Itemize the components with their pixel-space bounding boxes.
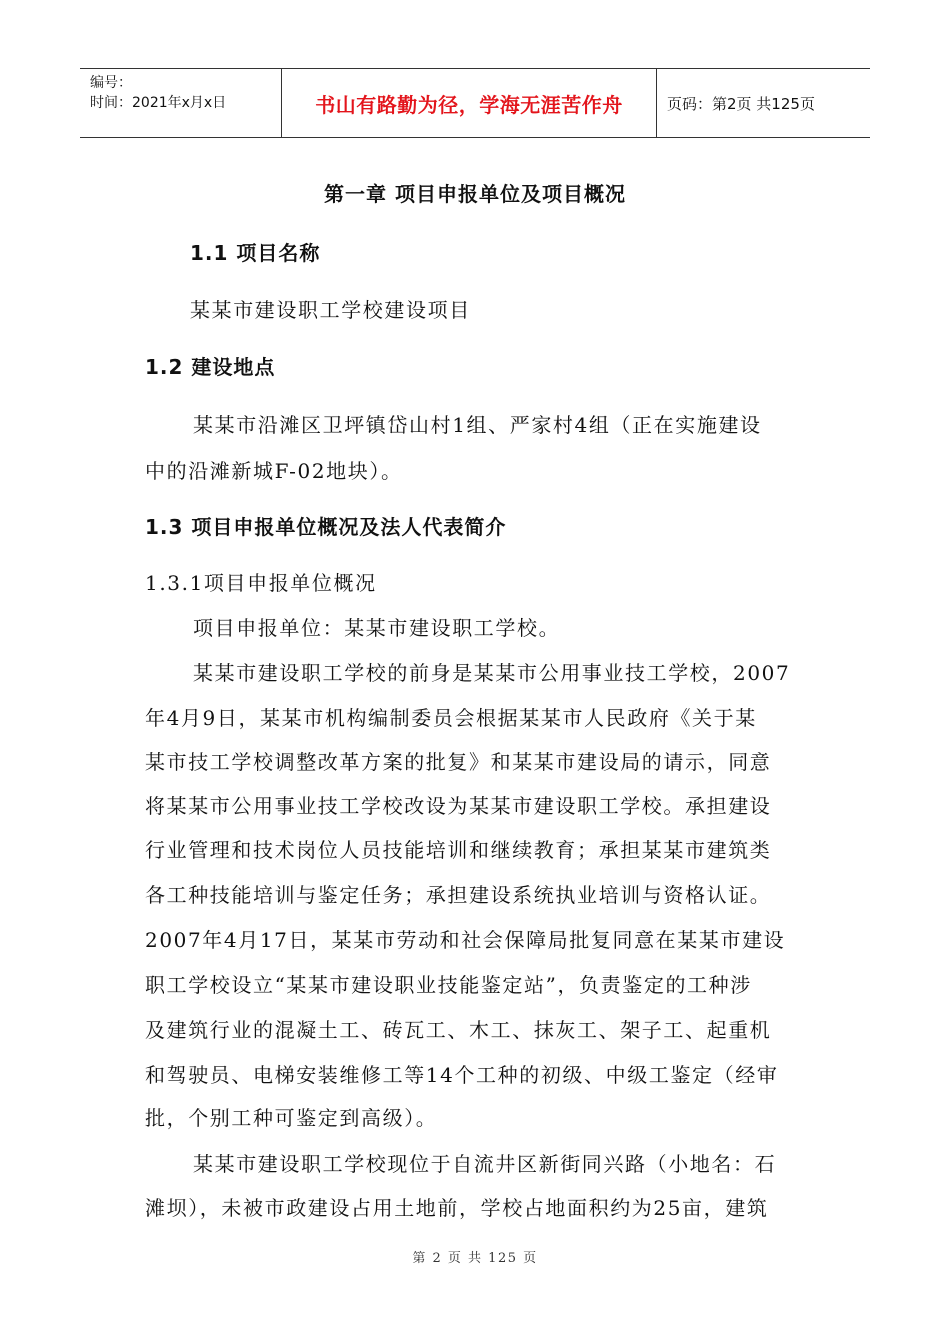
header-meta — [80, 69, 282, 137]
section-heading-1-1: 1.1 项目名称 — [190, 241, 321, 265]
location-text-line-2: 中的沿滩新城F-02地块）。 — [145, 459, 403, 483]
paragraph-line: 某市技工学校调整改革方案的批复》和某某市建设局的请示，同意 — [145, 750, 772, 774]
document-number-label: 编号： — [90, 75, 132, 91]
paragraph-line: 2007年4月17日，某某市劳动和社会保障局批复同意在某某市建设 — [145, 928, 786, 952]
paragraph-line: 行业管理和技术岗位人员技能培训和继续教育；承担某某市建筑类 — [145, 838, 772, 862]
paragraph-line: 职工学校设立“某某市建设职业技能鉴定站”，负责鉴定的工种涉 — [145, 973, 752, 997]
header-motto: 书山有路勤为径，学海无涯苦作舟 — [282, 69, 657, 137]
project-name-text: 某某市建设职工学校建设项目 — [190, 298, 471, 322]
paragraph-line: 某某市建设职工学校现位于自流井区新街同兴路（小地名：石 — [193, 1152, 777, 1176]
paragraph-line: 各工种技能培训与鉴定任务；承担建设系统执业培训与资格认证。 — [145, 883, 772, 907]
document-time-label: 时间：2021年x月x日 — [90, 95, 227, 111]
applicant-unit-text: 项目申报单位：某某市建设职工学校。 — [193, 616, 561, 640]
subsection-heading-1-3-1: 1.3.1项目申报单位概况 — [145, 571, 377, 595]
paragraph-line: 将某某市公用事业技工学校改设为某某市建设职工学校。承担建设 — [145, 794, 772, 818]
paragraph-line: 和驾驶员、电梯安装维修工等14个工种的初级、中级工鉴定（经审 — [145, 1063, 779, 1087]
paragraph-line: 某某市建设职工学校的前身是某某市公用事业技工学校，2007 — [193, 661, 791, 685]
location-text-line-1: 某某市沿滩区卫坪镇岱山村1组、严家村4组（正在实施建设 — [193, 413, 762, 437]
header-page-info: 页码：第2页 共125页 — [667, 94, 815, 113]
chapter-title: 第一章 项目申报单位及项目概况 — [324, 182, 626, 206]
paragraph-line: 年4月9日，某某市机构编制委员会根据某某市人民政府《关于某 — [145, 706, 757, 730]
paragraph-line: 滩坝），未被市政建设占用土地前，学校占地面积约为25亩，建筑 — [145, 1196, 769, 1220]
section-heading-1-2: 1.2 建设地点 — [145, 355, 276, 379]
paragraph-line: 批，个别工种可鉴定到高级）。 — [145, 1106, 438, 1130]
section-heading-1-3: 1.3 项目申报单位概况及法人代表简介 — [145, 515, 507, 539]
paragraph-line: 及建筑行业的混凝土工、砖瓦工、木工、抹灰工、架子工、起重机 — [145, 1018, 772, 1042]
page-header — [80, 68, 870, 138]
page-footer: 第 2 页 共 125 页 — [412, 1251, 538, 1266]
